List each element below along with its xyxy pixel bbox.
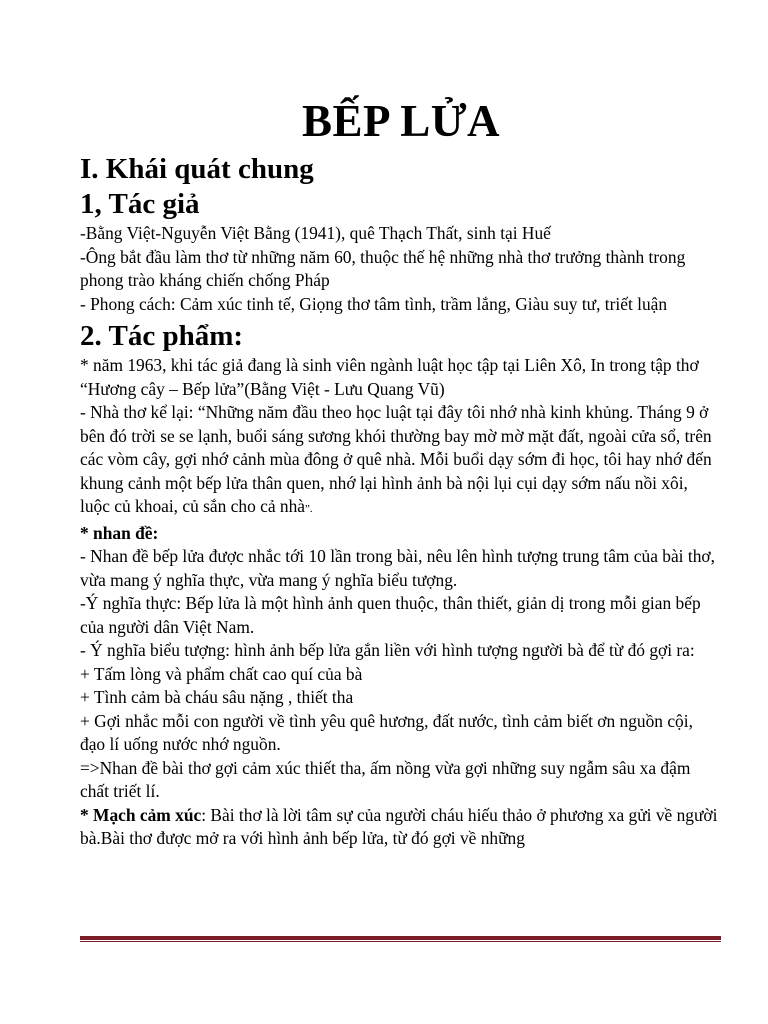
section-heading-overview: I. Khái quát chung: [80, 153, 314, 185]
work-paragraph-1: * năm 1963, khi tác giả đang là sinh viên ngành luật học tập tại Liên Xô, In trong tập thơ “Hương cây – Bếp lửa”(Bằng Việt - Lưu Quang Vũ): [80, 355, 699, 399]
emotion-flow-text: : Bài thơ là lời tâm sự của người cháu hiếu thảo ở phương xa gửi về người bà.Bài thơ được mở ra với hình ảnh bếp lửa, từ đó gợi về những: [80, 804, 718, 848]
work-paragraph-2-text: - Nhà thơ kể lại: “Những năm đầu theo học luật tại đây tôi nhớ nhà kinh khủng. Tháng 9 ở bên đó trời se se lạnh, buổi sáng sương khói thường bay mờ mờ mặt đất, ngoài cửa sổ, trên các vòm cây, gợi nhớ cảnh mùa đông ở quê nhà. Mỗi buổi dạy sớm đi học, tôi hay nhớ đến khung cảnh một bếp lửa thân quen, nhớ lại hình ảnh bà nội lụi cụi dạy sớm nấu nồi xôi, luộc củ khoai, củ sắn cho cả nhà: [80, 402, 712, 516]
author-line-3: - Phong cách: Cảm xúc tinh tế, Giọng thơ tâm tình, trầm lắng, Giàu suy tư, triết luận: [80, 293, 668, 314]
document-title: BẾP LỬA: [301, 96, 501, 146]
emotion-flow-label: * Mạch cảm xúc: [80, 804, 202, 825]
author-line-1: -Bằng Việt-Nguyễn Việt Bằng (1941), quê Thạch Thất, sinh tại Huế: [80, 223, 551, 243]
title-meaning-line-1: - Nhan đề bếp lửa được nhắc tới 10 lần trong bài, nêu lên hình tượng trung tâm của bài thơ, vừa mang ý nghĩa thực, vừa mang ý nghĩa biểu tượng.: [80, 546, 715, 590]
document-page: [80, 90, 722, 851]
title-meaning-line-3: - Ý nghĩa biểu tượng: hình ảnh bếp lửa gắn liền với hình tượng người bà để từ đó gợi ra:: [80, 640, 695, 660]
subsection-heading-work: 2. Tác phẩm:: [80, 320, 244, 352]
author-line-2: -Ông bắt đầu làm thơ từ những năm 60, thuộc thế hệ những nhà thơ trưởng thành trong phong trào kháng chiến chống Pháp: [80, 246, 686, 290]
emotion-flow-paragraph: [80, 804, 722, 851]
title-meaning-line-4: + Tấm lòng và phẩm chất cao quí của bà: [80, 663, 363, 684]
title-meaning-line-7: =>Nhan đề bài thơ gợi cảm xúc thiết tha, ấm nồng vừa gợi những suy ngẫm sâu xa đậm chất triết lí.: [80, 757, 691, 801]
title-meaning-line-5: + Tình cảm bà cháu sâu nặng , thiết tha: [80, 687, 354, 707]
title-meaning-line-2: -Ý nghĩa thực: Bếp lửa là một hình ảnh quen thuộc, thân thiết, giản dị trong mỗi gian bếp của người dân Việt Nam.: [80, 593, 701, 637]
footer-rule-thin: [80, 941, 721, 942]
footer-double-rule: [80, 936, 721, 942]
work-paragraph-2: [80, 401, 722, 522]
subsection-heading-author: 1, Tác giả: [80, 188, 200, 220]
title-meaning-label: * nhan đề:: [80, 522, 159, 543]
work-paragraph-2-tail: ”.: [305, 503, 313, 515]
title-meaning-line-6: + Gợi nhắc mỗi con người về tình yêu quê hương, đất nước, tình cảm biết ơn nguồn cội, đạo lí uống nước nhớ nguồn.: [80, 710, 693, 754]
